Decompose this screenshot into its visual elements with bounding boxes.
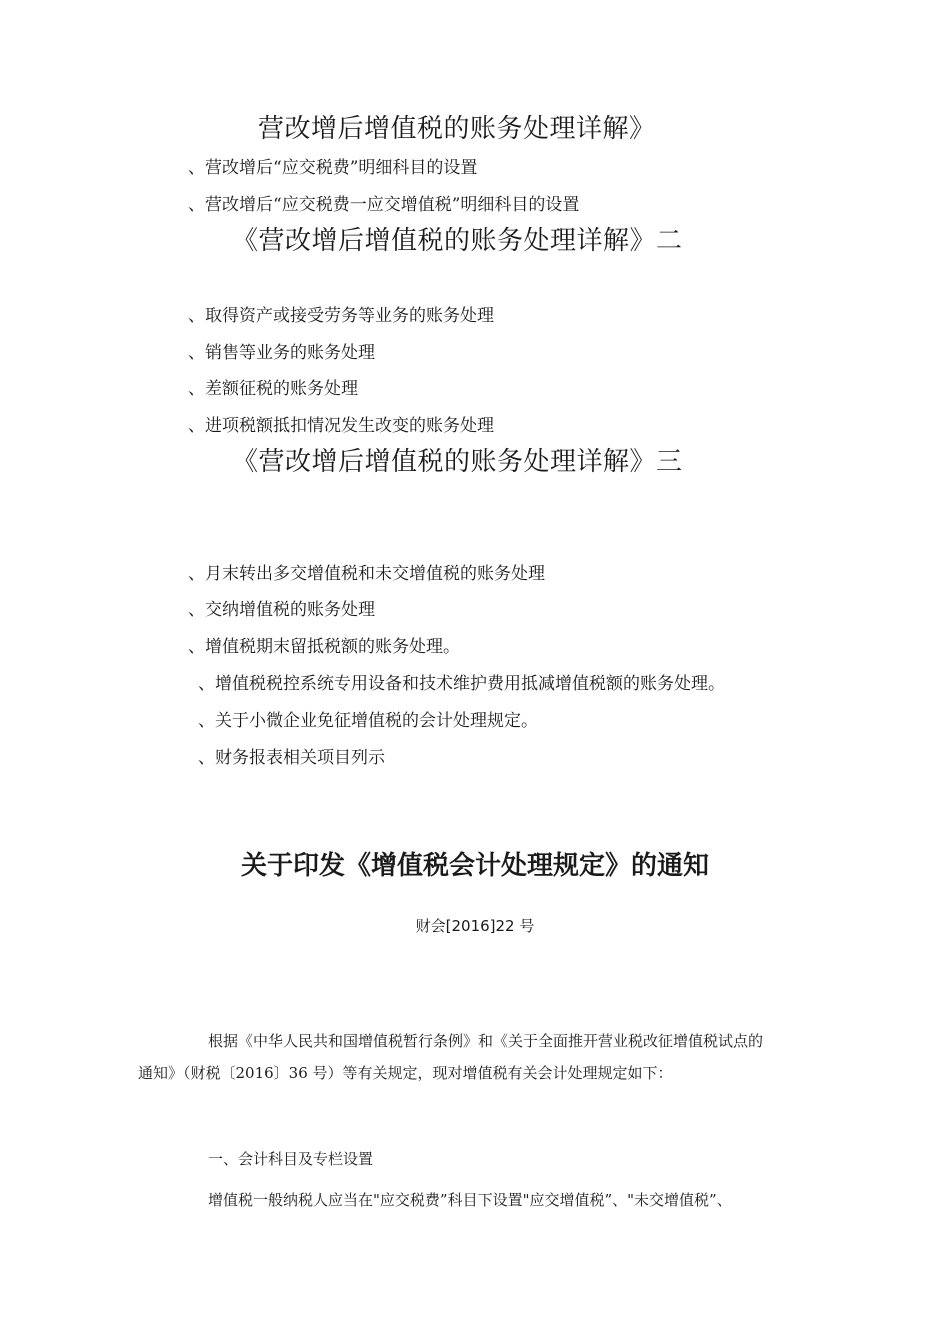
toc-item: 、营改增后“应交税费”明细科目的设置 (188, 158, 478, 178)
notice-title: 关于印发《增值税会计处理规定》的通知 (240, 851, 709, 881)
document-number: 财会[2016]22 号 (415, 917, 535, 935)
toc-item: 、月末转出多交增值税和未交增值税的账务处理 (188, 564, 545, 584)
toc-item: 、财务报表相关项目列示 (198, 748, 385, 768)
body-paragraph-line: 通知》（财税〔2016〕36 号）等有关规定，现对增值税有关会计处理规定如下： (138, 1064, 673, 1082)
section-heading: 一、会计科目及专栏设置 (208, 1150, 374, 1168)
toc-item: 、进项税额抵扣情况发生改变的账务处理 (188, 416, 494, 436)
toc-heading-1: 营改增后增值税的账务处理详解》 (258, 114, 656, 144)
toc-item: 、关于小微企业免征增值税的会计处理规定。 (198, 711, 538, 731)
toc-item: 、销售等业务的账务处理 (188, 343, 375, 363)
toc-item: 、取得资产或接受劳务等业务的账务处理 (188, 306, 494, 326)
toc-item: 、增值税期末留抵税额的账务处理。 (188, 637, 460, 657)
toc-item: 、营改增后“应交税费一应交增值税”明细科目的设置 (188, 195, 580, 215)
toc-item: 、差额征税的账务处理 (188, 379, 358, 399)
toc-heading-3: 《营改增后增值税的账务处理详解》三 (232, 447, 683, 477)
body-paragraph-line: 根据《中华人民共和国增值税暂行条例》和《关于全面推开营业税改征增值税试点的 (208, 1032, 764, 1050)
toc-item: 、增值税税控系统专用设备和技术维护费用抵减增值税额的账务处理。 (198, 674, 725, 694)
toc-heading-2: 《营改增后增值税的账务处理详解》二 (232, 226, 683, 256)
body-paragraph-line: 增值税一般纳税人应当在"应交税费”科目下设置"应交增值税”、"未交增值税”、 (208, 1191, 732, 1209)
toc-item: 、交纳增值税的账务处理 (188, 600, 375, 620)
